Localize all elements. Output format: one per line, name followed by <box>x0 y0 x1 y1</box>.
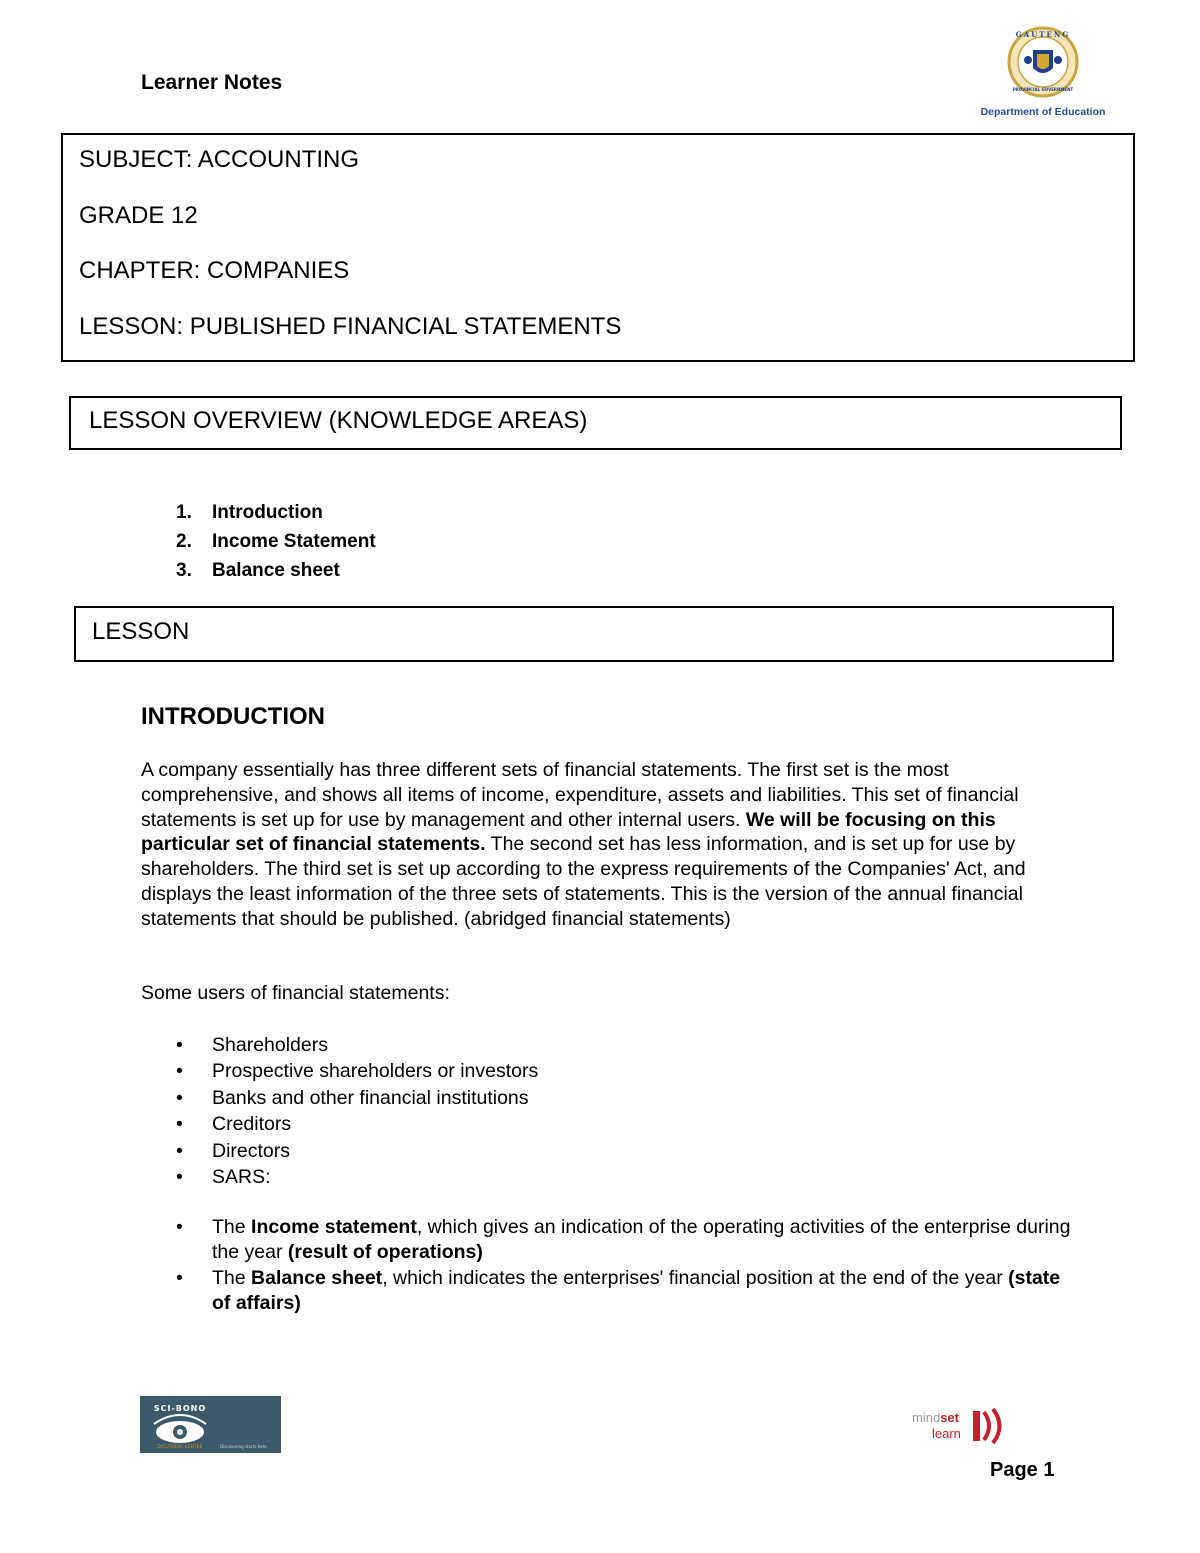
svg-text:mindset <box>912 1410 960 1425</box>
gauteng-logo-caption: Department of Education <box>980 106 1106 118</box>
statement-emphasis: Income statement <box>251 1216 417 1239</box>
mindset-logo-text-2: set <box>940 1410 959 1425</box>
grade-line: GRADE 12 <box>79 201 198 229</box>
subject-info-box <box>61 133 1135 362</box>
paragraph-text: The second set has less information, and is set up for use by shareholders. The third set is set up according to the express requirements of the Companies' Act, and displays the least information of the three sets of statements. This is the version of the annual financial statements that should be published. (abridged financial statements) <box>141 833 1026 930</box>
statement-text: The <box>212 1216 252 1239</box>
list-item <box>171 1085 1071 1111</box>
lesson-title: LESSON <box>92 618 190 645</box>
sci-bono-logo <box>140 1396 281 1453</box>
bullet-icon: • <box>176 1060 183 1083</box>
list-item-label: Banks and other financial institutions <box>212 1086 529 1109</box>
document-header-title: Learner Notes <box>141 71 283 94</box>
list-item <box>176 528 376 557</box>
list-item <box>171 1215 1071 1264</box>
gauteng-logo-ring-text-bottom: PROVINCIAL GOVERNMENT <box>1012 87 1074 92</box>
paragraph-emphasis: We will be focusing on this particular set of financial statements. <box>141 808 996 856</box>
list-item <box>171 1111 1071 1137</box>
list-item-label: Creditors <box>212 1113 292 1136</box>
lesson-overview-heading-box <box>69 396 1122 450</box>
list-item-number: 2. <box>176 531 192 552</box>
sci-bono-logo-text: SCI-BONO <box>153 1404 207 1413</box>
list-item <box>171 1138 1071 1164</box>
list-item-label: Shareholders <box>212 1034 328 1056</box>
list-item <box>171 1032 1071 1058</box>
gauteng-logo-ring-text: GAUTENG <box>1015 30 1071 39</box>
lesson-heading-box <box>74 606 1114 662</box>
sci-bono-logo-subtitle: DISCOVERY CENTRE <box>157 1445 203 1450</box>
chapter-line: CHAPTER: COMPANIES <box>79 257 350 284</box>
bullet-icon: • <box>176 1166 183 1189</box>
bullet-icon: • <box>176 1113 183 1136</box>
list-item <box>171 1164 1071 1190</box>
bullet-icon: • <box>176 1216 183 1239</box>
page-number: Page 1 <box>990 1459 1055 1481</box>
gauteng-department-logo <box>975 26 1115 122</box>
list-item <box>176 557 376 586</box>
list-item <box>176 499 376 528</box>
statement-text: , which gives an indication of the operating activities of the enterprise during the year <box>212 1216 1071 1264</box>
list-item-label: Income Statement <box>212 531 376 552</box>
lesson-line: LESSON: PUBLISHED FINANCIAL STATEMENTS <box>79 312 622 340</box>
list-item-number: 1. <box>176 502 192 523</box>
statement-emphasis: Balance sheet <box>251 1267 383 1290</box>
lesson-overview-title: LESSON OVERVIEW (KNOWLEDGE AREAS) <box>89 407 588 434</box>
mindset-learn-logo <box>910 1404 1012 1448</box>
knowledge-areas-list <box>176 499 376 586</box>
subject-line: SUBJECT: ACCOUNTING <box>79 146 360 173</box>
list-item-number: 3. <box>176 560 192 581</box>
statement-emphasis: (state of affairs) <box>212 1267 1061 1315</box>
bullet-icon: • <box>176 1034 183 1056</box>
list-item-label: Prospective shareholders or investors <box>212 1060 539 1083</box>
sci-bono-logo-tagline: Discovering starts here. <box>220 1444 268 1449</box>
statement-text: , which indicates the enterprises' financial position at the end of the year <box>382 1267 1009 1290</box>
list-item-label: Introduction <box>212 502 323 523</box>
list-item-label: Directors <box>212 1139 291 1162</box>
users-bullet-list <box>171 1032 1071 1317</box>
bullet-icon: • <box>176 1139 183 1162</box>
list-item <box>171 1266 1071 1315</box>
paragraph-text: A company essentially has three different sets of financial statements. The first set is the most comprehensive, and shows all items of income, expenditure, assets and liabilities. This set of financial statements is set up for use by management and other internal users. <box>141 759 1019 831</box>
mindset-logo-text-1: mind <box>912 1410 941 1425</box>
users-intro-text: Some users of financial statements: <box>141 982 450 1004</box>
list-item-label: SARS: <box>212 1166 271 1189</box>
statement-text: The <box>212 1267 252 1290</box>
bullet-icon: • <box>176 1086 183 1109</box>
list-item-label: Balance sheet <box>212 560 340 581</box>
statement-emphasis: (result of operations) <box>287 1241 483 1264</box>
introduction-paragraph <box>141 758 1081 932</box>
introduction-heading: INTRODUCTION <box>141 703 325 730</box>
mindset-logo-text-3: learn <box>932 1426 961 1441</box>
bullet-icon: • <box>176 1267 183 1290</box>
list-item <box>171 1058 1071 1084</box>
